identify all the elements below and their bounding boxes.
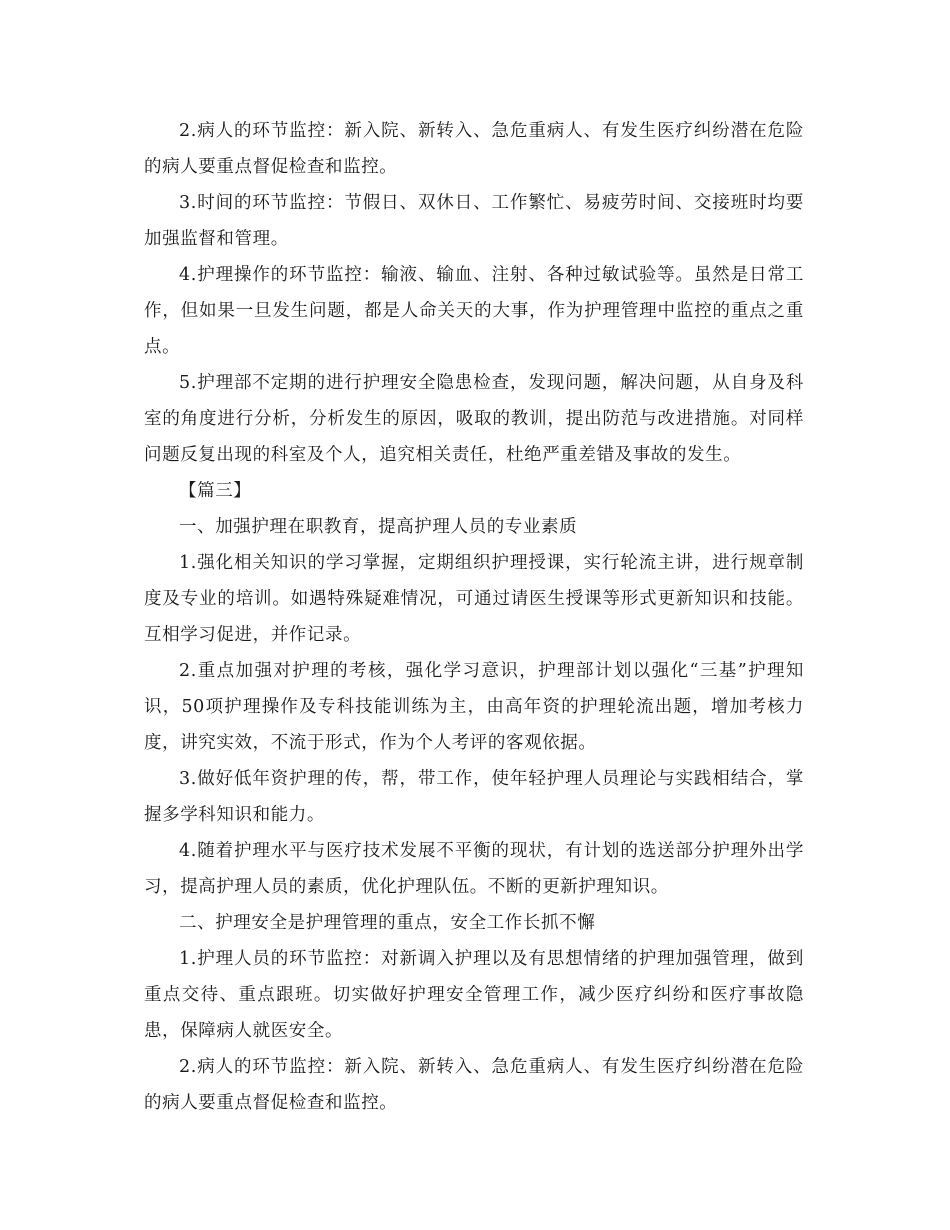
paragraph-patient-monitoring-repeat: 2.病人的环节监控：新入院、新转入、急危重病人、有发生医疗纠纷潜在危险的病人要重点督促检查和监控。 [144,1057,804,1113]
paragraph-staff-monitoring: 1.护理人员的环节监控：对新调入护理以及有思想情绪的护理加强管理，做到重点交待、重点跟班。切实做好护理安全管理工作，减少医疗纠纷和医疗事故隐患，保障病人就医安全。 [144,949,804,1041]
paragraph-mentoring: 3.做好低年资护理的传，帮，带工作，使年轻护理人员理论与实践相结合，掌握多学科知识和能力。 [144,769,804,825]
paragraph-time-monitoring: 3.时间的环节监控：节假日、双休日、工作繁忙、易疲劳时间、交接班时均要加强监督和管理。 [144,193,804,249]
section-heading-education: 一、加强护理在职教育，提高护理人员的专业素质 [179,517,578,537]
document-body [144,113,804,1121]
paragraph-assessment: 2.重点加强对护理的考核，强化学习意识，护理部计划以强化“三基”护理知识，50项护理操作及专科技能训练为主，由高年资的护理轮流出题，增加考核力度，讲究实效，不流于形式，作为个人考评的客观依据。 [144,661,804,753]
section-heading-part-three: 【篇三】 [179,481,252,501]
paragraph-operation-monitoring: 4.护理操作的环节监控：输液、输血、注射、各种过敏试验等。虽然是日常工作，但如果一旦发生问题，都是人命关天的大事，作为护理管理中监控的重点之重点。 [144,265,804,357]
paragraph-patient-monitoring: 2.病人的环节监控：新入院、新转入、急危重病人、有发生医疗纠纷潜在危险的病人要重点督促检查和监控。 [144,121,804,177]
paragraph-external-study: 4.随着护理水平与医疗技术发展不平衡的现状，有计划的选送部分护理外出学习，提高护理人员的素质，优化护理队伍。不断的更新护理知识。 [144,841,804,897]
section-heading-safety: 二、护理安全是护理管理的重点，安全工作长抓不懈 [179,913,596,933]
paragraph-safety-inspection: 5.护理部不定期的进行护理安全隐患检查，发现问题，解决问题，从自身及科室的角度进行分析，分析发生的原因，吸取的教训，提出防范与改进措施。对同样问题反复出现的科室及个人，追究相关责任，杜绝严重差错及事故的发生。 [144,373,804,465]
paragraph-knowledge-training: 1.强化相关知识的学习掌握，定期组织护理授课，实行轮流主讲，进行规章制度及专业的培训。如遇特殊疑难情况，可通过请医生授课等形式更新知识和技能。互相学习促进，并作记录。 [144,553,804,645]
